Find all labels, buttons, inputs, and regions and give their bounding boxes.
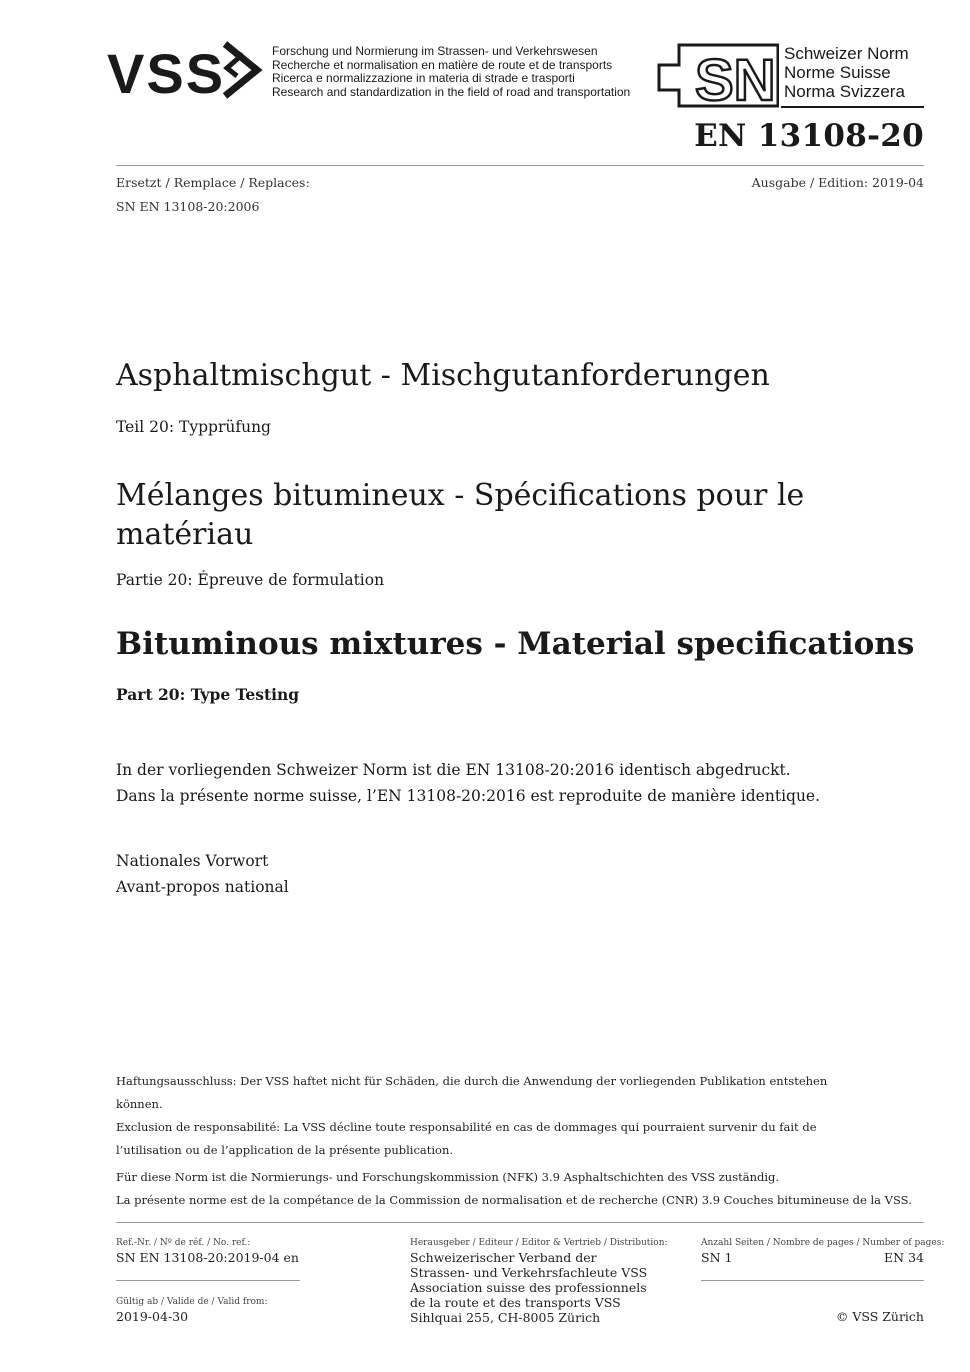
publisher-line: Sihlquai 255, CH-8005 Zürich — [410, 1310, 601, 1325]
subtitle-french: Partie 20: Épreuve de formulation — [116, 571, 385, 589]
valid-from-value: 2019-04-30 — [116, 1309, 189, 1324]
ref-divider — [116, 1280, 300, 1281]
sn-name-fr: Norme Suisse — [784, 63, 891, 82]
ref-number-label: Ref.-Nr. / Nº de réf. / No. ref.: — [116, 1238, 251, 1248]
page-count-en: EN 34 — [884, 1250, 924, 1265]
valid-from-label: Gültig ab / Valide de / Valid from: — [116, 1297, 268, 1307]
publisher-line: de la route et des transports VSS — [410, 1295, 621, 1310]
vss-tagline-fr: Recherche et normalisation en matière de route et de transports — [272, 57, 613, 72]
vss-tagline-en: Research and standardization in the field of road and transportation — [272, 84, 631, 99]
replaces-value: SN EN 13108-20:2006 — [116, 199, 260, 214]
commission-note-de: Für diese Norm ist die Normierungs- und Forschungskommission (NFK) 3.9 Asphaltschichten des VSS zuständig. — [116, 1170, 780, 1184]
liability-disclaimer-de: Haftungsausschluss: Der VSS haftet nicht für Schäden, die durch die Anwendung der vorliegenden Publikation entstehen können. — [116, 1074, 828, 1111]
norm-number: EN 13108-20 — [694, 118, 924, 154]
sn-name-it: Norma Svizzera — [784, 82, 905, 101]
copyright-notice: © VSS Zürich — [835, 1309, 924, 1324]
edition-date: Ausgabe / Edition: 2019-04 — [751, 175, 924, 190]
commission-note — [116, 1166, 916, 1212]
sn-logo-letters: SN — [695, 48, 776, 113]
replaces-label: Ersetzt / Remplace / Replaces: — [116, 175, 310, 190]
identity-statement-fr: Dans la présente norme suisse, l’EN 13108-20:2016 est reproduite de manière identique. — [116, 787, 821, 805]
header-divider — [116, 165, 924, 166]
sn-logo-underline — [781, 106, 924, 108]
publisher-line: Strassen- und Verkehrsfachleute VSS — [410, 1265, 648, 1280]
sn-logo — [657, 43, 779, 113]
title-french: Mélanges bitumineux - Spécifications pour le matériau — [116, 478, 805, 552]
identity-statement-de: In der vorliegenden Schweizer Norm ist die EN 13108-20:2016 identisch abgedruckt. — [116, 761, 791, 779]
vss-tagline-de: Forschung und Normierung im Strassen- und Verkehrswesen — [272, 44, 598, 58]
publisher-label: Herausgeber / Editeur / Editor & Vertrieb / Distribution: — [410, 1238, 668, 1248]
footer-divider — [116, 1222, 924, 1223]
title-german: Asphaltmischgut - Mischgutanforderungen — [116, 358, 770, 393]
vss-tagline-it: Ricerca e normalizzazione in materia di strade e trasporti — [272, 71, 575, 85]
commission-note-fr: La présente norme est de la compétance de la Commission de normalisation et de recherche (CNR) 3.9 Couches bitumineuse de la VSS. — [116, 1193, 912, 1207]
page-count-sn: SN 1 — [701, 1250, 733, 1265]
liability-disclaimer — [116, 1070, 876, 1162]
national-foreword — [116, 848, 289, 900]
publisher-line: Schweizerischer Verband der — [410, 1250, 597, 1265]
national-foreword-fr: Avant-propos national — [116, 878, 289, 896]
vss-logo-chevron-inner — [227, 54, 243, 76]
vss-logo-wordmark: VSS — [107, 42, 226, 100]
page-count-label: Anzahl Seiten / Nombre de pages / Number of pages: — [701, 1238, 945, 1248]
publisher-address — [410, 1250, 647, 1325]
sn-name-de: Schweizer Norm — [784, 44, 909, 63]
page-count-divider — [701, 1280, 924, 1281]
subtitle-english: Part 20: Type Testing — [116, 685, 300, 704]
vss-tagline — [272, 45, 630, 99]
ref-number-value: SN EN 13108-20:2019-04 en — [116, 1250, 299, 1265]
subtitle-german: Teil 20: Typprüfung — [116, 418, 271, 436]
vss-logo — [107, 40, 267, 100]
publisher-line: Association suisse des professionnels — [410, 1280, 647, 1295]
liability-disclaimer-fr: Exclusion de responsabilité: La VSS décline toute responsabilité en cas de dommages qui pourraient survenir du fait de l’utilisation ou de l’application de la présente publication. — [116, 1120, 817, 1157]
identity-statement — [116, 757, 820, 809]
national-foreword-de: Nationales Vorwort — [116, 852, 269, 870]
sn-norm-names — [784, 44, 909, 101]
title-english: Bituminous mixtures - Material specifications — [116, 626, 915, 662]
